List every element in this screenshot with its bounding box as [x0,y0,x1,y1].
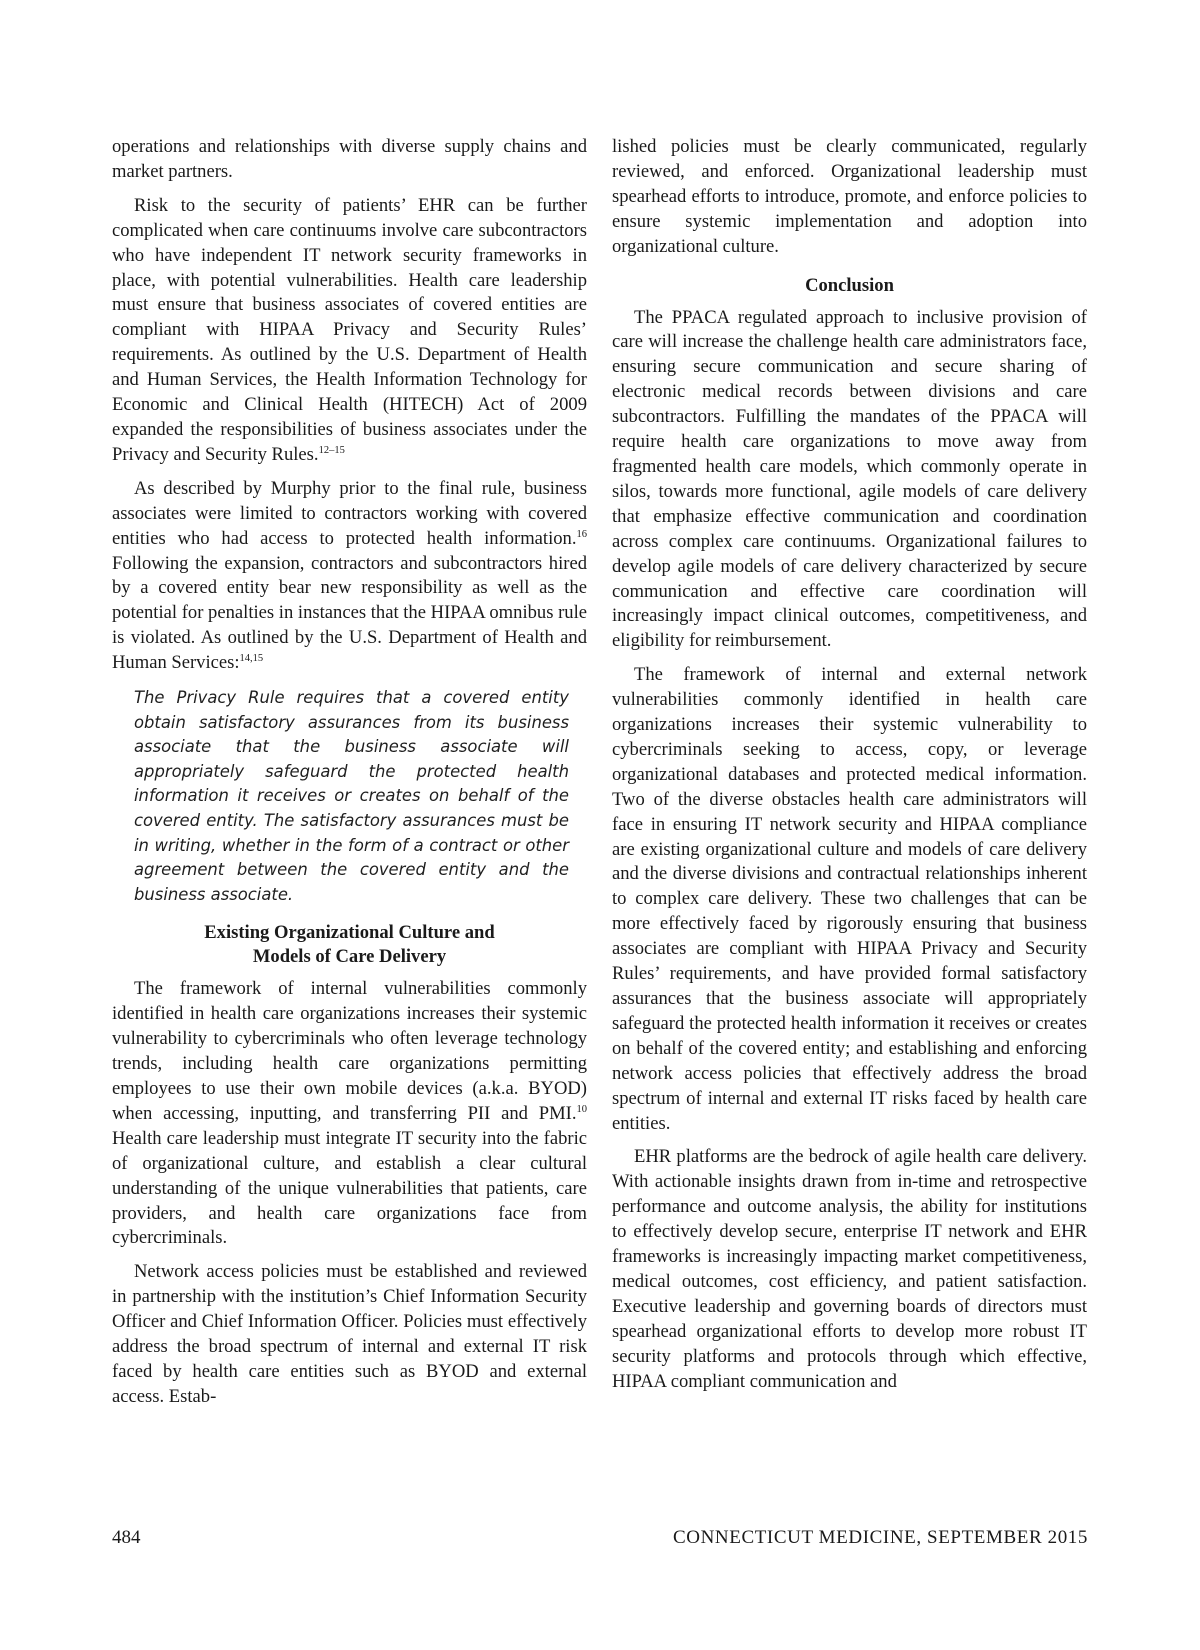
citation-ref: 10 [576,1103,587,1115]
paragraph: operations and relationships with diverse supply chains and market partners. [112,136,587,182]
citation-ref: 16 [576,528,587,540]
page-number: 484 [112,1527,141,1548]
section-heading: Conclusion [805,274,894,296]
paragraph: The framework of internal vulnerabilities commonly identified in health care organizations increases their systemic vulnerability to cybercriminals who often leverage technology trends, including health care organizations permitting employees to use their own mobile devices (a.k.a. BYOD) when accessing, inputting, and transferring PII and PMI.$^{10}$ Health care leadership must integrate IT security into the fabric of organizational culture, and establish a clear cultural understanding of the unique vulnerabilities that patients, care providers, and health care organizations face from cybercriminals. [112,978,587,1249]
paragraph: The framework of internal and external network vulnerabilities commonly identified in health care organizations increases their systemic vulnerability to cybercriminals seeking to access, copy, or leverage organizational databases and protected medical information. Two of the diverse obstacles health care administrators will face in ensuring IT network security and HIPAA compliance are existing organizational culture and models of care delivery and the diverse divisions and contractual relationships inherent to complex care delivery. These two challenges that can be more effectively faced by rigorously ensuring that business associates are compliant with HIPAA Privacy and Security Rules’ requirements, and have provided formal satisfactory assurances that the business associate will appropriately safeguard the protected health information it receives or creates on behalf of the covered entity; and establishing and enforcing network access policies that effectively address the broad spectrum of internal and external IT risks faced by health care entities. [612,664,1087,1134]
paragraph: Network access policies must be established and reviewed in partnership with the institution’s Chief Information Security Officer and Chief Information Officer. Policies must effectively address the broad spectrum of internal and external IT risk faced by health care entities such as BYOD and external access. Estab- [112,1261,587,1407]
citation-ref: 12–15 [318,444,345,456]
citation-ref: 14,15 [239,653,264,665]
paragraph: The PPACA regulated approach to inclusive provision of care will increase the challenge health care administrators face, ensuring secure communication and secure sharing of electronic medical records between divisions and care subcontractors. Fulfilling the mandates of the PPACA will require health care organizations to move away from fragmented health care models, which commonly operate in silos, towards more functional, agile models of care delivery that emphasize effective communication and coordination across complex care continuums. Organizational failures to develop agile models of care delivery characterized by secure communication and effective care coordination will increasingly impact clinical outcomes, competitiveness, and eligibility for reimbursement. [612,306,1087,652]
paragraph: Risk to the security of patients’ EHR can be further complicated when care continuums involve care subcontractors who have independent IT network security frameworks in place, with potential vulnerabilities. Health care leadership must ensure that business associates of covered entities are compliant with HIPAA Privacy and Security Rules’ requirements. As outlined by the U.S. Department of Health and Human Services, the Health Information Technology for Economic and Clinical Health (HITECH) Act of 2009 expanded the responsibilities of business associates under the Privacy and Security Rules.$^{12-15}$ [112,194,587,465]
paragraph: lished policies must be clearly communicated, regularly reviewed, and enforced. Organizational leadership must spearhead efforts to introduce, promote, and enforce policies to ensure systemic implementation and adoption into organizational culture. [612,136,1087,257]
journal-footer: CONNECTICUT MEDICINE, SEPTEMBER 2015 [673,1527,1088,1548]
section-heading: Existing Organizational Culture and Models of Care Delivery [204,922,495,968]
left-column [112,135,587,1419]
paragraph: EHR platforms are the bedrock of agile health care delivery. With actionable insights drawn from in-time and retrospective performance and outcome analysis, the ability for institutions to effectively develop secure, enterprise IT network and EHR frameworks is increasingly impacting market competitiveness, medical outcomes, cost efficiency, and patient satisfaction. Executive leadership and governing boards of directors must spearhead organizational efforts to develop more robust IT security platforms and protocols through which effective, HIPAA compliant communication and [612,1146,1087,1392]
right-column [612,135,1087,1404]
block-quote: The Privacy Rule requires that a covered entity obtain satisfactory assurances from its business associate that the business associate will appropriately safeguard the protected health information it receives or creates on behalf of the covered entity. The satisfactory assurances must be in writing, whether in the form of a contract or other agreement between the covered entity and the business associate. [134,688,569,904]
paragraph: As described by Murphy prior to the final rule, business associates were limited to contractors working with covered entities who had access to protected health information.$^{16}$ Following the expansion, contractors and subcontractors hired by a covered entity bear new responsibility as well as the potential for penalties in instances that the HIPAA omnibus rule is violated. As outlined by the U.S. Department of Health and Human Services:$^{14,15}$ [112,477,587,674]
